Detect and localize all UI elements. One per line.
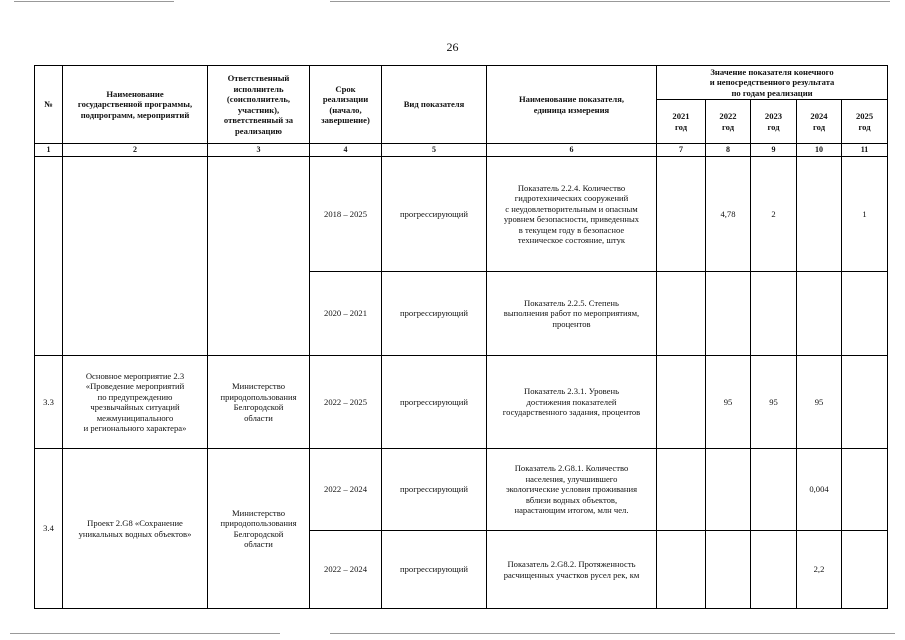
value-2023-cell: 2	[751, 157, 797, 272]
value-2024-cell: 0,004	[797, 449, 842, 531]
column-number: 5	[382, 144, 487, 157]
table-row	[35, 356, 888, 449]
value-2021-cell	[657, 157, 706, 272]
value-2025-cell	[842, 272, 888, 356]
value-2023-cell	[751, 531, 797, 609]
column-number: 2	[63, 144, 208, 157]
period-cell: 2022 – 2024	[310, 531, 382, 609]
value-2022-cell	[706, 531, 751, 609]
header-period: Срок реализации (начало, завершение)	[310, 66, 382, 144]
column-number: 8	[706, 144, 751, 157]
value-2022-cell: 4,78	[706, 157, 751, 272]
value-2023-cell	[751, 449, 797, 531]
executor-cell: Министерство природопользования Белгородской области	[208, 449, 310, 609]
program-table	[34, 65, 888, 609]
value-2021-cell	[657, 272, 706, 356]
column-number: 1	[35, 144, 63, 157]
indicator-type-cell: прогрессирующий	[382, 356, 487, 449]
row-number: 3.4	[35, 449, 63, 609]
table-row	[35, 157, 888, 272]
header-year-2024: 2024 год	[797, 100, 842, 144]
executor-cell: Министерство природопользования Белгородской области	[208, 356, 310, 449]
program-name-cell: Основное мероприятие 2.3 «Проведение мероприятий по предупреждению чрезвычайных ситуаций межмуниципального и регионального характера»	[63, 356, 208, 449]
indicator-name-cell: Показатель 2.G8.2. Протяженность расчищенных участков русел рек, км	[487, 531, 657, 609]
value-2025-cell	[842, 449, 888, 531]
value-2025-cell: 1	[842, 157, 888, 272]
header-values-by-year: Значение показателя конечного и непосредственного результата по годам реализации	[657, 66, 888, 100]
value-2025-cell	[842, 356, 888, 449]
header-executor: Ответственный исполнитель (соисполнитель, участник), ответственный за реализацию	[208, 66, 310, 144]
scan-edge-bottom-right	[330, 633, 895, 634]
header-indicator-type: Вид показателя	[382, 66, 487, 144]
header-indicator-name: Наименование показателя, единица измерения	[487, 66, 657, 144]
page-number: 26	[446, 40, 459, 54]
value-2023-cell: 95	[751, 356, 797, 449]
column-number: 11	[842, 144, 888, 157]
value-2024-cell: 95	[797, 356, 842, 449]
period-cell: 2020 – 2021	[310, 272, 382, 356]
indicator-name-cell: Показатель 2.3.1. Уровень достижения показателей государственного задания, процентов	[487, 356, 657, 449]
column-number: 6	[487, 144, 657, 157]
column-number: 3	[208, 144, 310, 157]
scan-edge-bottom-left	[10, 633, 280, 634]
value-2024-cell: 2,2	[797, 531, 842, 609]
period-cell: 2022 – 2024	[310, 449, 382, 531]
value-2023-cell	[751, 272, 797, 356]
column-number: 4	[310, 144, 382, 157]
header-program-name: Наименование государственной программы, подпрограмм, мероприятий	[63, 66, 208, 144]
indicator-type-cell: прогрессирующий	[382, 272, 487, 356]
row-number	[35, 157, 63, 356]
scan-edge-top-left	[14, 1, 174, 2]
header-year-2025: 2025 год	[842, 100, 888, 144]
column-number: 9	[751, 144, 797, 157]
indicator-type-cell: прогрессирующий	[382, 449, 487, 531]
value-2024-cell	[797, 272, 842, 356]
program-name-cell	[63, 157, 208, 356]
value-2022-cell: 95	[706, 356, 751, 449]
column-number: 7	[657, 144, 706, 157]
header-year-2022: 2022 год	[706, 100, 751, 144]
period-cell: 2018 – 2025	[310, 157, 382, 272]
value-2022-cell	[706, 449, 751, 531]
executor-cell	[208, 157, 310, 356]
indicator-type-cell: прогрессирующий	[382, 157, 487, 272]
period-cell: 2022 – 2025	[310, 356, 382, 449]
row-number: 3.3	[35, 356, 63, 449]
header-num: №	[35, 66, 63, 144]
header-year-2023: 2023 год	[751, 100, 797, 144]
program-name-cell: Проект 2.G8 «Сохранение уникальных водных объектов»	[63, 449, 208, 609]
header-year-2021: 2021 год	[657, 100, 706, 144]
value-2022-cell	[706, 272, 751, 356]
value-2021-cell	[657, 531, 706, 609]
value-2021-cell	[657, 449, 706, 531]
value-2024-cell	[797, 157, 842, 272]
table-row	[35, 449, 888, 531]
indicator-type-cell: прогрессирующий	[382, 531, 487, 609]
indicator-name-cell: Показатель 2.2.4. Количество гидротехнических сооружений с неудовлетворительным и опасным уровнем безопасности, приведенных в текущем году в безопасное техническое состояние, штук	[487, 157, 657, 272]
value-2025-cell	[842, 531, 888, 609]
value-2021-cell	[657, 356, 706, 449]
column-number-row	[35, 144, 888, 157]
column-number: 10	[797, 144, 842, 157]
indicator-name-cell: Показатель 2.2.5. Степень выполнения работ по мероприятиям, процентов	[487, 272, 657, 356]
scan-edge-top-right	[330, 1, 890, 2]
indicator-name-cell: Показатель 2.G8.1. Количество населения, улучшившего экологические условия проживания вблизи водных объектов, нарастающим итогом, млн чел.	[487, 449, 657, 531]
